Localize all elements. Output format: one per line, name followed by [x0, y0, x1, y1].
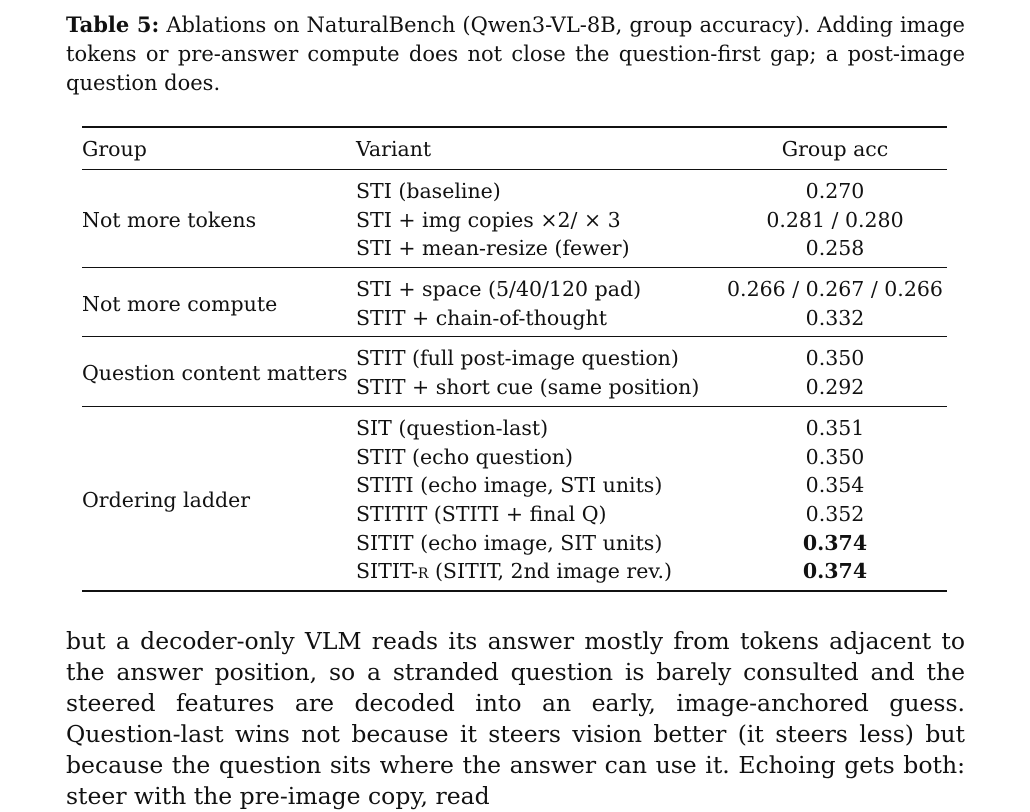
acc-cell: 0.292	[805, 375, 865, 400]
caption-label: Table 5:	[66, 12, 160, 37]
acc-cell: 0.352	[805, 501, 865, 526]
acc-cell: 0.270	[805, 179, 865, 203]
variant-cell: STI + space (5/40/120 pad)	[356, 277, 642, 302]
group-label: Not more compute	[82, 291, 278, 316]
body-paragraph: but a decoder-only VLM reads its answer mostly from tokens adjacent to the answer position, so a stranded question is barely consulted and the steered features are decoded into an early, image-anchored guess. Question-last wins not because it steers vision better (it steers less) but because the question sits where the answer can use it. Echoing gets both: steer with the pre-image copy, read	[66, 627, 965, 810]
acc-cell: 0.351	[805, 415, 865, 440]
table-row	[82, 529, 947, 558]
table-group-ordering-ladder	[82, 407, 947, 590]
group-label: Ordering ladder	[82, 487, 251, 512]
table-group-question-content	[82, 337, 947, 405]
header-variant: Variant	[356, 137, 432, 161]
table-row	[82, 373, 947, 402]
table-group-not-more-tokens	[82, 170, 947, 267]
group-label: Question content matters	[82, 361, 348, 386]
variant-cell: STI + img copies ×2/ × 3	[356, 207, 621, 232]
caption-text: Ablations on NaturalBench (Qwen3-VL-8B, group accuracy). Adding image tokens or pre-answer compute does not close the question-first gap; a post-image question does.	[66, 13, 965, 95]
variant-cell: STI (baseline)	[356, 179, 501, 203]
acc-cell-best: 0.374	[802, 530, 868, 555]
acc-cell: 0.281 / 0.280	[766, 207, 904, 232]
table-group-not-more-compute	[82, 268, 947, 336]
table-row	[82, 206, 947, 235]
variant-cell: STIT (echo question)	[356, 444, 573, 469]
acc-cell: 0.350	[805, 346, 865, 371]
variant-cell	[356, 557, 672, 586]
variant-prefix: SITIT-	[356, 559, 418, 584]
variant-cell: STIT (full post-image question)	[356, 346, 679, 371]
acc-cell-best: 0.374	[802, 559, 868, 584]
variant-suffix: (SITIT, 2nd image rev.)	[428, 559, 673, 584]
table-row	[82, 234, 947, 263]
acc-cell: 0.350	[805, 444, 865, 469]
variant-cell: STI + mean-resize (fewer)	[356, 236, 630, 261]
table-row	[82, 344, 947, 373]
variant-cell: SITIT (echo image, SIT units)	[356, 530, 663, 555]
variant-cell: STIT + chain-of-thought	[356, 305, 607, 330]
acc-cell: 0.332	[805, 305, 865, 330]
header-acc: Group acc	[781, 137, 889, 161]
acc-cell: 0.354	[805, 473, 865, 498]
ablation-table	[82, 126, 947, 592]
bottom-rule	[82, 590, 947, 592]
table-row	[82, 471, 947, 500]
group-label: Not more tokens	[82, 208, 257, 233]
table-row	[82, 500, 947, 529]
table-header	[82, 128, 947, 169]
variant-smallcaps: r	[417, 559, 429, 584]
table-row	[82, 304, 947, 333]
table-row	[82, 275, 947, 304]
table-row	[82, 557, 947, 586]
variant-cell: STITI (echo image, STI units)	[356, 473, 663, 498]
acc-cell: 0.258	[805, 236, 865, 261]
table-caption	[66, 10, 965, 98]
variant-cell: STITIT (STITI + final Q)	[356, 501, 607, 526]
variant-cell: STIT + short cue (same position)	[356, 375, 700, 400]
table-row	[82, 177, 947, 206]
table-row	[82, 443, 947, 472]
acc-cell: 0.266 / 0.267 / 0.266	[727, 277, 943, 302]
table-row	[82, 414, 947, 443]
header-group: Group	[82, 137, 147, 161]
variant-cell: SIT (question-last)	[356, 415, 549, 440]
